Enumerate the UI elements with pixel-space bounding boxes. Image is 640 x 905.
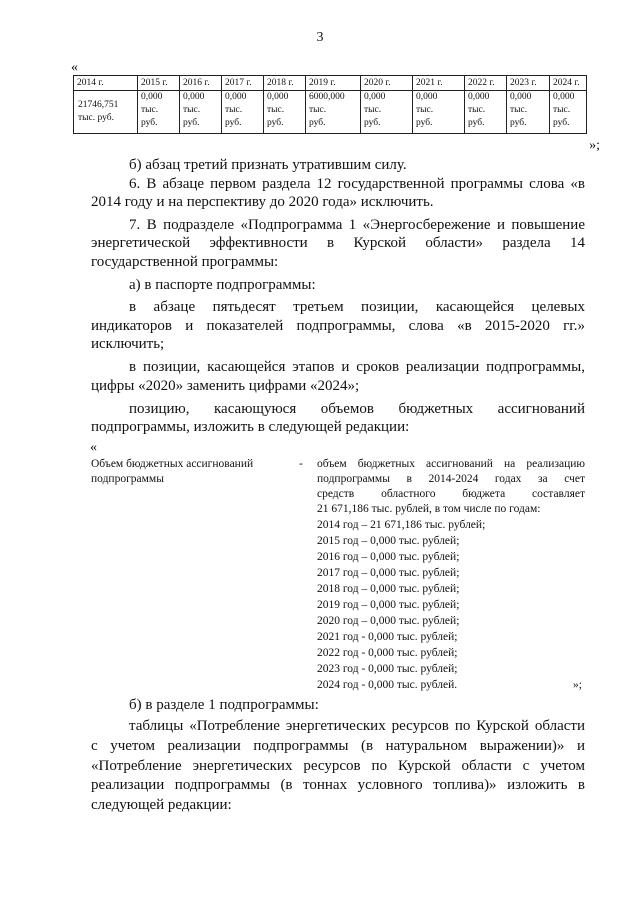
table-cell [74, 91, 138, 134]
year-header: 2017 г. [222, 76, 264, 91]
cell-unit: тыс. [553, 105, 571, 115]
closing-quote: »; [573, 679, 582, 691]
paragraph-line: 7. В подразделе «Подпрограмма 1 «Энергосбережение и повышение [129, 217, 585, 233]
passport-text-line: подпрограммы в 2014-2024 годах за счет [317, 473, 585, 485]
passport-dash: - [299, 458, 303, 470]
cell-unit: тыс. руб. [78, 113, 114, 123]
table-cell [222, 91, 264, 134]
paragraph-line: таблицы «Потребление энергетических ресурсов по Курской области [129, 718, 585, 734]
year-line: 2015 год – 0,000 тыс. рублей; [317, 535, 460, 547]
paragraph-line: исключить; [91, 336, 165, 352]
paragraph-line: б) абзац третий признать утратившим силу. [129, 157, 407, 173]
cell-value: 21746,751 [78, 100, 119, 110]
closing-quote: »; [589, 138, 600, 153]
cell-unit: руб. [183, 118, 200, 128]
cell-value: 0,000 [267, 92, 289, 102]
cell-unit: тыс. [510, 105, 528, 115]
paragraph-line: индикаторов и показателей подпрограммы, слова «в 2015-2020 гг.» [91, 318, 585, 334]
passport-label: подпрограммы [91, 473, 164, 485]
cell-unit: руб. [225, 118, 242, 128]
table-cell [507, 91, 550, 134]
year-line: 2014 год – 21 671,186 тыс. рублей; [317, 519, 486, 531]
opening-quote: « [90, 440, 97, 455]
table-cell [264, 91, 306, 134]
cell-unit: тыс. [183, 105, 201, 115]
passport-text-line: 21 671,186 тыс. рублей, в том числе по годам: [317, 503, 541, 515]
year-header: 2020 г. [361, 76, 413, 91]
cell-unit: тыс. [468, 105, 486, 115]
cell-value: 0,000 [225, 92, 247, 102]
year-line: 2024 год - 0,000 тыс. рублей. [317, 679, 458, 691]
year-header: 2023 г. [507, 76, 550, 91]
table-cell [138, 91, 180, 134]
year-header: 2014 г. [74, 76, 138, 91]
budget-by-year-table [73, 75, 587, 134]
cell-unit: тыс. [416, 105, 434, 115]
cell-value: 0,000 [364, 92, 386, 102]
cell-unit: тыс. [225, 105, 243, 115]
paragraph-line: цифры «2020» заменить цифрами «2024»; [91, 378, 360, 394]
cell-value: 0,000 [416, 92, 438, 102]
paragraph-line: с учетом реализации подпрограммы (в натуральном выражении)» и [91, 738, 585, 754]
paragraph-line: а) в паспорте подпрограммы: [129, 277, 316, 293]
paragraph-line: позицию, касающуюся объемов бюджетных ассигнований [129, 401, 585, 417]
cell-unit: тыс. [141, 105, 159, 115]
table-cell [361, 91, 413, 134]
page-number: 3 [316, 30, 324, 45]
cell-value: 0,000 [468, 92, 490, 102]
cell-unit: руб. [510, 118, 527, 128]
cell-unit: тыс. [267, 105, 285, 115]
table-cell [180, 91, 222, 134]
cell-unit: руб. [364, 118, 381, 128]
year-line: 2017 год – 0,000 тыс. рублей; [317, 567, 460, 579]
year-line: 2022 год - 0,000 тыс. рублей; [317, 647, 458, 659]
paragraph-line: реализации подпрограммы (в тоннах условного топлива)» изложить в [91, 777, 585, 793]
paragraph-line: 6. В абзаце первом раздела 12 государственной программы слова «в [129, 176, 585, 192]
cell-unit: руб. [267, 118, 284, 128]
year-line: 2021 год - 0,000 тыс. рублей; [317, 631, 458, 643]
year-header: 2022 г. [465, 76, 507, 91]
paragraph-line: подпрограммы, изложить в следующей редакции: [91, 419, 410, 435]
cell-value: 0,000 [510, 92, 532, 102]
paragraph-line: в позиции, касающейся этапов и сроков реализации подпрограммы, [129, 359, 585, 375]
table-row [74, 91, 587, 134]
cell-unit: тыс. [364, 105, 382, 115]
paragraph-line: б) в разделе 1 подпрограммы: [129, 697, 319, 713]
table-cell [413, 91, 465, 134]
passport-text-line: средств областного бюджета составляет [317, 488, 585, 500]
year-line: 2019 год – 0,000 тыс. рублей; [317, 599, 460, 611]
cell-unit: руб. [553, 118, 570, 128]
paragraph-line: государственной программы: [91, 254, 279, 270]
year-line: 2023 год - 0,000 тыс. рублей; [317, 663, 458, 675]
cell-unit: руб. [468, 118, 485, 128]
year-header: 2021 г. [413, 76, 465, 91]
cell-unit: руб. [309, 118, 326, 128]
year-header: 2016 г. [180, 76, 222, 91]
table-cell [465, 91, 507, 134]
table-header-row [74, 76, 587, 91]
year-line: 2018 год – 0,000 тыс. рублей; [317, 583, 460, 595]
opening-quote: « [71, 60, 78, 75]
cell-value: 0,000 [183, 92, 205, 102]
cell-unit: руб. [416, 118, 433, 128]
year-header: 2018 г. [264, 76, 306, 91]
cell-unit: тыс. [309, 105, 327, 115]
year-line: 2020 год – 0,000 тыс. рублей; [317, 615, 460, 627]
paragraph-line: энергетической эффективности в Курской области» раздела 14 [91, 235, 585, 251]
table-cell [550, 91, 587, 134]
passport-text-line: объем бюджетных ассигнований на реализацию [317, 458, 585, 470]
year-header: 2015 г. [138, 76, 180, 91]
cell-value: 6000,000 [309, 92, 345, 102]
paragraph-line: 2014 году и на перспективу до 2020 года» исключить. [91, 194, 434, 210]
year-header: 2024 г. [550, 76, 587, 91]
passport-label: Объем бюджетных ассигнований [91, 458, 254, 470]
table-cell [306, 91, 361, 134]
cell-unit: руб. [141, 118, 158, 128]
paragraph-line: в абзаце пятьдесят третьем позиции, касающейся целевых [129, 299, 585, 315]
paragraph-line: следующей редакции: [91, 797, 232, 813]
year-header: 2019 г. [306, 76, 361, 91]
year-line: 2016 год – 0,000 тыс. рублей; [317, 551, 460, 563]
cell-value: 0,000 [141, 92, 163, 102]
cell-value: 0,000 [553, 92, 575, 102]
paragraph-line: «Потребление энергетических ресурсов по Курской области с учетом [91, 758, 585, 774]
